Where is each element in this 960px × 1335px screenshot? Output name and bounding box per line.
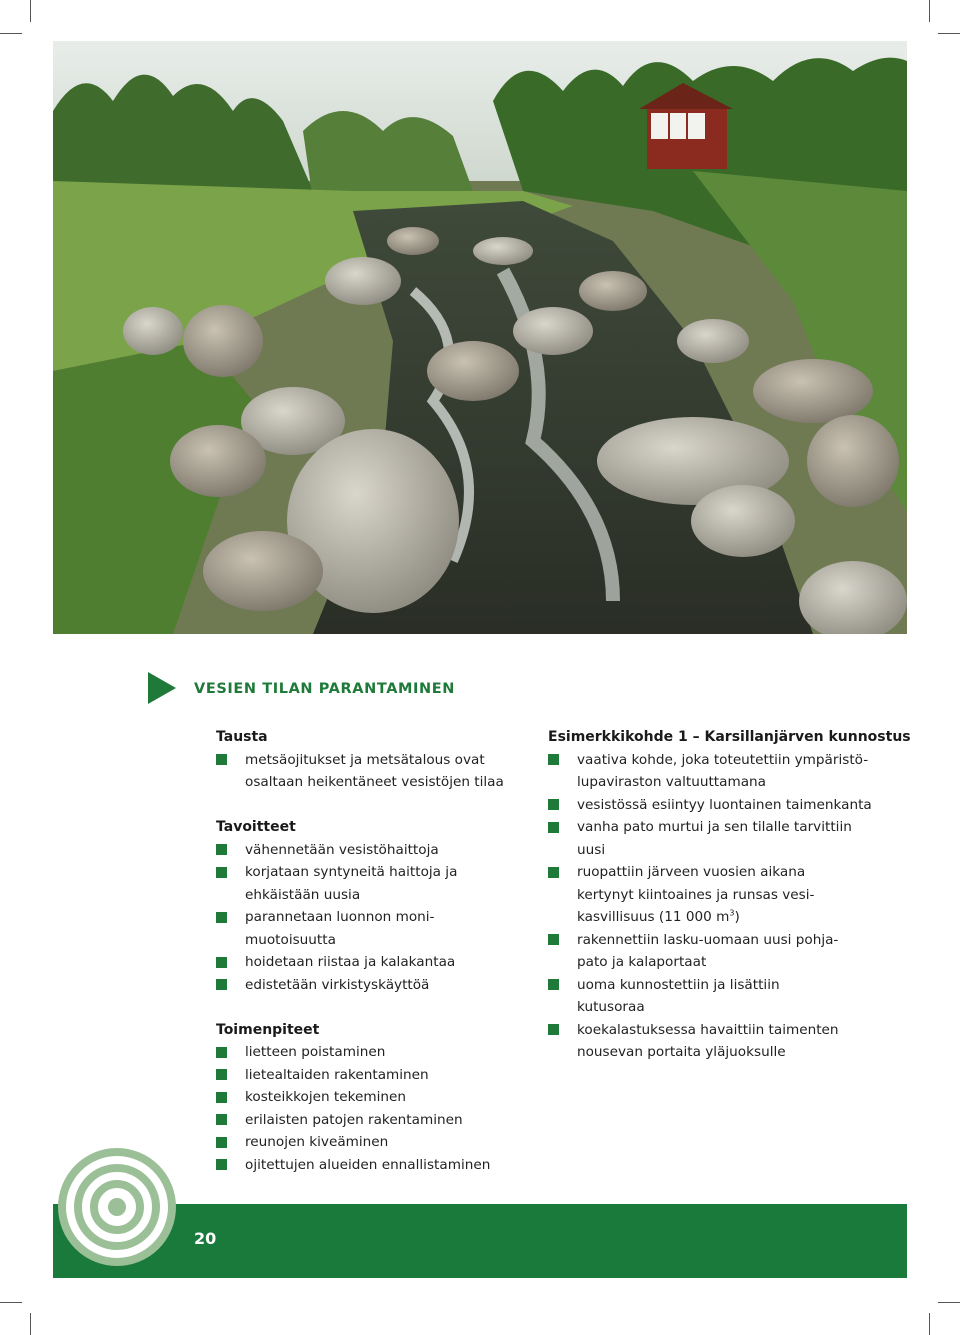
square-bullet-icon <box>216 957 227 968</box>
square-bullet-icon <box>216 1047 227 1058</box>
list-item-continuation: lupaviraston valtuuttamana <box>577 774 766 790</box>
play-triangle-icon <box>148 672 176 704</box>
square-bullet-icon <box>216 1159 227 1170</box>
list-item-continuation: muotoisuutta <box>245 931 336 948</box>
block-title: Tavoitteet <box>216 819 296 835</box>
square-bullet-icon <box>548 799 559 810</box>
bullet-list <box>216 749 516 794</box>
square-bullet-icon <box>548 754 559 765</box>
list-item-continuation: kertynyt kiintoaines ja runsas vesi- <box>577 886 815 903</box>
list-item: parannetaan luonnon moni- <box>216 906 516 929</box>
square-bullet-icon <box>216 1069 227 1080</box>
list-item: korjataan syntyneitä haittoja ja <box>216 861 516 884</box>
square-bullet-icon <box>216 754 227 765</box>
square-bullet-icon <box>548 867 559 878</box>
block-title: Toimenpiteet <box>216 1021 320 1038</box>
list-item: uoma kunnostettiin ja lisättiin <box>548 974 888 997</box>
list-item: vaativa kohde, joka toteutettiin ympäristö- <box>548 749 888 772</box>
square-bullet-icon <box>216 1137 227 1148</box>
square-bullet-icon <box>216 1114 227 1125</box>
page-number: 20 <box>194 1229 217 1248</box>
square-bullet-icon <box>548 934 559 945</box>
list-item: vähennetään vesistöhaittoja <box>216 839 516 862</box>
list-item: vanha pato murtui ja sen tilalle tarvittiin <box>548 816 888 839</box>
list-item-continuation: kutusoraa <box>577 999 645 1015</box>
example-title: Esimerkkikohde 1 – Karsillanjärven kunnostus <box>548 729 911 745</box>
block-tavoitteet <box>216 816 516 996</box>
list-item-continuation: ehkäistään uusia <box>245 886 361 903</box>
unit-superscript: 3 <box>729 908 735 918</box>
square-bullet-icon <box>548 822 559 833</box>
crop-mark <box>938 33 960 34</box>
left-column <box>216 726 516 1176</box>
list-item: vesistössä esiintyy luontainen taimenkanta <box>548 794 888 817</box>
list-item-continuation: pato ja kalaportaat <box>577 954 707 970</box>
list-item: koekalastuksessa havaittiin taimenten <box>548 1019 888 1042</box>
square-bullet-icon <box>216 844 227 855</box>
stream-photo <box>53 41 907 634</box>
bullet-list <box>216 1041 516 1176</box>
square-bullet-icon <box>548 1024 559 1035</box>
list-item-continuation: nousevan portaita yläjuoksulle <box>577 1044 786 1060</box>
crop-mark <box>938 1302 960 1303</box>
list-item-continuation: kasvillisuus (11 000 $m^3$) <box>577 908 740 925</box>
square-bullet-icon <box>216 979 227 990</box>
block-tausta <box>216 726 516 794</box>
crop-mark <box>929 1313 930 1335</box>
crop-mark <box>30 1313 31 1335</box>
list-item: ruopattiin järveen vuosien aikana <box>548 861 888 884</box>
list-item-continuation: uusi <box>577 841 606 858</box>
square-bullet-icon <box>548 979 559 990</box>
list-item: hoidetaan riistaa ja kalakantaa <box>216 951 516 974</box>
bullet-list <box>216 839 516 997</box>
list-item: erilaisten patojen rakentaminen <box>216 1109 516 1132</box>
block-toimenpiteet <box>216 1019 516 1177</box>
list-item: reunojen kiveäminen <box>216 1131 516 1154</box>
list-item: ojitettujen alueiden ennallistaminen <box>216 1154 516 1177</box>
list-item-continuation: osaltaan heikentäneet vesistöjen tilaa <box>245 774 504 790</box>
crop-mark <box>929 0 930 22</box>
list-item: edistetään virkistyskäyttöä <box>216 974 516 997</box>
bullet-list <box>548 749 888 1064</box>
block-title: Tausta <box>216 729 268 745</box>
list-item: lietealtaiden rakentaminen <box>216 1064 516 1087</box>
crop-mark <box>30 0 31 22</box>
crop-mark <box>0 33 22 34</box>
crop-mark <box>0 1302 22 1303</box>
stream-photo-illustration <box>53 41 907 634</box>
list-item: lietteen poistaminen <box>216 1041 516 1064</box>
list-item: rakennettiin lasku-uomaan uusi pohja- <box>548 929 888 952</box>
square-bullet-icon <box>216 912 227 923</box>
list-item: metsäojitukset ja metsätalous ovat <box>216 749 516 772</box>
footer-bar <box>53 1204 907 1278</box>
square-bullet-icon <box>216 1092 227 1103</box>
section-title: VESIEN TILAN PARANTAMINEN <box>194 681 456 697</box>
square-bullet-icon <box>216 867 227 878</box>
list-item: kosteikkojen tekeminen <box>216 1086 516 1109</box>
target-rings-logo <box>58 1148 176 1266</box>
right-column <box>548 726 911 1064</box>
